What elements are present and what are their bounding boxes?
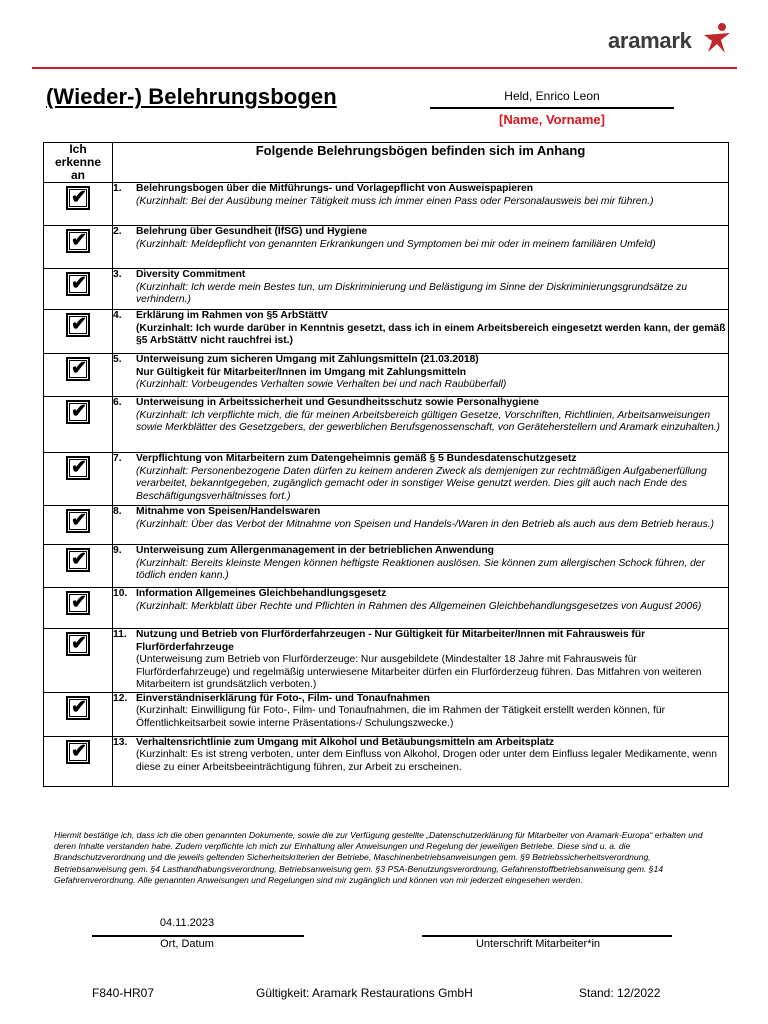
checkmark-icon: ✔ [71,314,87,335]
item-title-line [113,269,728,282]
item-cell [113,588,729,629]
item-title: Verpflichtung von Mitarbeitern zum Datengeheimnis gemäß § 5 Bundesdatenschutzgesetz [136,453,577,464]
item-title: Unterweisung zum Allergenmanagement in der betrieblichen Anwendung [136,545,494,556]
ack-header-line: Ich [69,142,87,156]
ack-checkbox[interactable] [66,272,90,296]
item-title: Verhaltensrichtlinie zum Umgang mit Alkohol und Betäubungsmitteln am Arbeitsplatz [136,736,555,748]
item-title: Unterweisung in Arbeitssicherheit und Gesundheitsschutz sowie Personalhygiene [136,397,539,408]
checkmark-icon: ✔ [71,457,87,478]
item-number: 7. [113,453,122,464]
item-title-line [113,453,728,466]
name-value: Held, Enrico Leon [504,89,600,103]
table-row [44,453,729,506]
item-number: 4. [113,310,122,321]
item-number: 12. [113,692,128,704]
item-cell [113,506,729,545]
checkmark-icon: ✔ [71,696,87,718]
item-cell [113,397,729,453]
item-title-line [113,226,728,239]
item-number: 3. [113,269,122,280]
item-description: (Kurzinhalt: Personenbezogene Daten dürfen zu keinem anderen Zweck als demjenigen zur rechtmäßigen Aufgabenerfüllung verarbeitet, bekanntgegeben, zugänglich gemacht oder in sonstiger Weise genutzt werden. Dies gilt auch nach Ende des Beschäftigungsverhältnisses fort.) [136,465,707,502]
ack-cell [44,354,113,397]
ack-cell [44,310,113,354]
item-title-line [113,588,728,601]
ack-cell [44,183,113,226]
item-title-line [113,183,728,196]
item-description: (Kurzinhalt: Merkblatt über Rechte und Pflichten in Rahmen des Allgemeinen Gleichbehandlungsgesetzes von August 2006) [136,600,702,612]
item-description: (Kurzinhalt: Ich verpflichte mich, die für meinen Arbeitsbereich gültigen Gesetze, Vorschriften, Richtlinien, Arbeitsanweisungen sowie Merkblätter des Gesetzgebers, der gewerblichen Berufsgenossenschaft, von Geräteherstellern und Aramark einzuhalten.) [136,409,720,433]
item-title-line [113,310,728,323]
item-description: (Unterweisung zum Betrieb von Flurförderzeuge: Nur ausgebildete (Mindestalter 18 Jahre mit Fahrausweis für Flurförderfahrzeuge) und regelmäßig unterwiesene Mitarbeiter dürfen ein Flurförderzeug führen. Das Mitfahren von weiteren Mitarbeitern ist grundsätzlich verboten.) [136,654,702,690]
ack-cell [44,453,113,506]
ack-cell [44,629,113,693]
item-number: 11. [113,629,127,640]
item-description: (Kurzinhalt: Über das Verbot der Mitnahme von Speisen und Handels-/Waren in den Betrieb als auch aus dem Betrieb heraus.) [136,518,715,530]
table-row [44,736,729,786]
item-cell [113,629,729,693]
confirmation-statement: Hiermit bestätige ich, dass ich die oben genannten Dokumente, sowie die zur Verfügung gestellte „Datenschutzerklärung für Mitarbeiter von Aramark-Europa“ erhalten und deren Inhalte verstanden habe. Zudem verpflichte ich mich zur Einhaltung aller Anweisungen und Regelung der jeweiligen Betriebe. Diese sind u. a. die Brandschutzverordnung und die jeweils geltenden Sicherheitskriterien der Betriebe, Maschinenbetriebsanweisungen gem. §9 Betriebssicherheitsverordnung, Betriebsanweisung gem. §4 Lasthandhabungsverordnung, Betriebsanweisung gem. §3 PSA-Benutzungsverordnung, Gefahrenstoffbetriebsanweisung gem. §14 Gefahrenverordnung. Alle genannten Anweisungen und Regelungen sind mir zugänglich und können von mir jederzeit eingesehen werden. [54,830,703,885]
item-description: (Kurzinhalt: Es ist streng verboten, unter dem Einfluss von Alkohol, Drogen oder unter dem Einfluss legaler Medikamente, wenn diese zu einer Arbeitsbeeinträchtigung führen, zur Arbeit zu erscheinen. [136,749,717,773]
item-cell [113,269,729,310]
item-description: (Kurzinhalt: Ich werde mein Bestes tun, um Diskriminierung und Belästigung im Sinne der Diskriminierungsgrundsätze zu verhindern.) [136,281,688,305]
ack-checkbox[interactable] [66,591,90,615]
ack-cell [44,736,113,786]
item-number: 10. [113,588,128,599]
item-cell [113,354,729,397]
item-title: Mitnahme von Speisen/Handelswaren [136,506,321,517]
ack-cell [44,506,113,545]
item-title: Nutzung und Betrieb von Flurförderfahrzeugen - Nur Gültigkeit für Mitarbeiter/Innen mit Fahrausweis für Flurförderfahrzeuge [136,629,646,653]
checkmark-icon: ✔ [71,358,87,379]
ack-header-line: an [70,168,85,182]
acknowledgement-table [43,142,729,787]
item-number: 13. [113,736,128,748]
item-title: Belehrungsbogen über die Mitführungs- und Vorlagepflicht von Ausweispapieren [136,183,534,194]
date-value: 04.11.2023 [159,917,215,929]
validity: Gültigkeit: Aramark Restaurations GmbH [256,986,473,1000]
item-cell [113,545,729,588]
table-row [44,506,729,545]
checkmark-icon: ✔ [71,740,87,762]
table-header-row [44,143,729,183]
item-title: Belehrung über Gesundheit (IfSG) und Hygiene [136,226,368,237]
checkmark-icon: ✔ [71,510,87,531]
header-rule [32,67,737,69]
ack-cell [44,545,113,588]
ack-column-header [44,143,113,183]
item-cell [113,226,729,269]
aramark-star-icon [700,22,732,54]
item-title-line [113,629,728,654]
ack-checkbox[interactable] [66,357,90,381]
item-cell [113,183,729,226]
ack-checkbox[interactable] [66,313,90,337]
item-cell [113,310,729,354]
ack-checkbox[interactable] [66,456,90,480]
item-cell [113,736,729,786]
checkmark-icon: ✔ [71,187,87,208]
ack-cell [44,588,113,629]
checkmark-icon: ✔ [71,549,87,570]
ack-checkbox[interactable] [66,696,90,720]
checkmark-icon: ✔ [71,633,87,654]
list-column-header: Folgende Belehrungsbögen befinden sich im Anhang [113,143,729,183]
item-number: 5. [113,354,122,365]
signature-label: Unterschrift Mitarbeiter*in [475,938,601,950]
ack-checkbox[interactable] [66,229,90,253]
ack-cell [44,226,113,269]
logo-wordmark: aramark [608,28,692,53]
item-title-line [113,693,728,706]
table-row [44,629,729,693]
ack-checkbox[interactable] [66,740,90,764]
page-title: (Wieder-) Belehrungsbogen [46,84,337,109]
item-number: 1. [113,183,122,194]
ack-cell [44,397,113,453]
table-row [44,692,729,736]
date-label: Ort, Datum [160,938,214,950]
table-row [44,269,729,310]
item-description: (Kurzinhalt: Bei der Ausübung meiner Tätigkeit muss ich immer einen Pass oder Personalausweis bei mir führen.) [136,195,654,207]
item-number: 8. [113,506,122,517]
table-row [44,354,729,397]
table-row [44,226,729,269]
item-title-line [113,354,728,367]
name-underline [430,107,674,109]
checkmark-icon: ✔ [71,592,87,613]
item-title: Unterweisung zum sicheren Umgang mit Zahlungsmitteln (21.03.2018) [136,354,479,365]
signature-line[interactable] [422,935,672,937]
item-title-line [113,397,728,410]
stand: Stand: 12/2022 [579,986,661,1000]
item-description: (Kurzinhalt: Vorbeugendes Verhalten sowie Verhalten bei und nach Raubüberfall) [136,379,507,390]
ack-cell [44,692,113,736]
form-id: F840-HR07 [92,986,155,1000]
table-row [44,310,729,354]
table-row [44,588,729,629]
item-title: Information Allgemeines Gleichbehandlungsgesetz [136,588,387,599]
ack-cell [44,269,113,310]
checkmark-icon: ✔ [71,230,87,251]
item-description: (Kurzinhalt: Bereits kleinste Mengen können heftigste Reaktionen auslösen. Sie können zum allergischen Schock führen, der tödlich enden kann.) [136,557,705,581]
item-cell [113,692,729,736]
item-title: Diversity Commitment [136,269,246,280]
item-number: 6. [113,397,122,408]
item-title: Erklärung im Rahmen von §5 ArbStättV [136,310,328,321]
ack-checkbox[interactable] [66,400,90,424]
ack-checkbox[interactable] [66,186,90,210]
item-description: (Kurzinhalt: Meldepflicht von genannten Erkrankungen und Symptomen bei mir oder in meinem familiären Umfeld) [136,238,656,250]
date-line [92,935,304,937]
item-title-line [113,506,728,519]
ack-checkbox[interactable] [66,548,90,572]
item-subtitle: Nur Gültigkeit für Mitarbeiter/Innen im Umgang mit Zahlungsmitteln [136,366,467,378]
item-number: 9. [113,545,122,556]
item-description: (Kurzinhalt: Einwilligung für Foto-, Film- und Tonaufnahmen, die im Rahmen der Tätigkeit erstellt werden können, für Öffentlichkeitsarbeit sowie interne Präsentations-/ Schulungszwecke.) [136,705,666,729]
table-row [44,397,729,453]
ack-checkbox[interactable] [66,509,90,533]
checkmark-icon: ✔ [71,273,87,294]
table-row [44,183,729,226]
item-title: Einverständniserklärung für Foto-, Film- und Tonaufnahmen [136,692,430,704]
ack-header-line: erkenne [54,155,102,169]
ack-checkbox[interactable] [66,632,90,656]
item-title-line [113,545,728,558]
name-label: [Name, Vorname] [499,112,605,127]
item-title-line [113,737,728,750]
item-description: (Kurzinhalt: Ich wurde darüber in Kenntnis gesetzt, dass ich in einem Arbeitsbereich eingesetzt werden kann, der gemäß §5 ArbStättV nicht rauchfrei ist.) [136,322,726,346]
checkmark-icon: ✔ [71,401,87,422]
item-cell [113,453,729,506]
item-number: 2. [113,226,122,237]
table-row [44,545,729,588]
